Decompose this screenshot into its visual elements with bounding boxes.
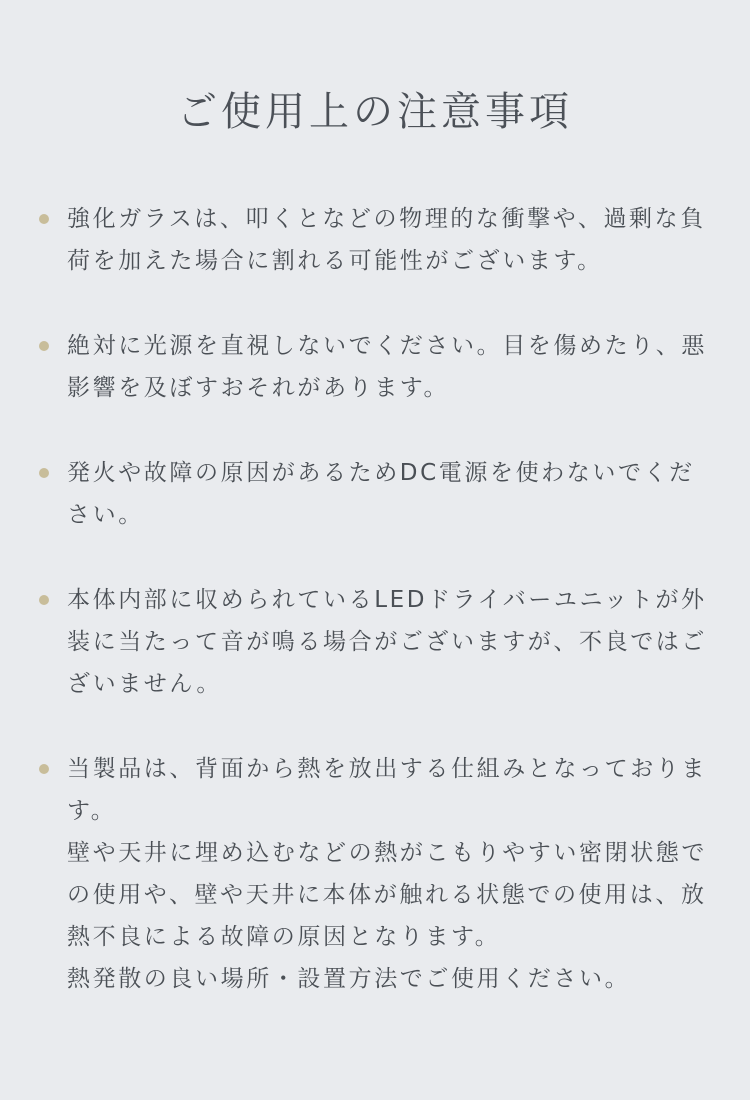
caution-text: 熱発散の良い場所・設置方法でご使用ください。 <box>67 966 631 992</box>
caution-item <box>36 198 716 282</box>
caution-item <box>36 452 716 536</box>
bullet-dot-icon <box>39 214 49 224</box>
page-title: ご使用上の注意事項 <box>177 89 573 135</box>
caution-text: 発火や故障の原因があるためDC電源を使わないでください。 <box>67 460 695 528</box>
caution-text: 当製品は、背面から熱を放出する仕組みとなっております。 <box>67 756 707 824</box>
caution-text: 本体内部に収められているLEDドライバーユニットが外装に当たって音が鳴る場合がございますが、不良ではございません。 <box>67 587 707 697</box>
caution-text: 強化ガラスは、叩くとなどの物理的な衝撃や、過剰な負荷を加えた場合に割れる可能性がございます。 <box>67 206 706 274</box>
caution-text: 絶対に光源を直視しないでください。目を傷めたり、悪影響を及ぼすおそれがあります。 <box>67 333 707 401</box>
bullet-dot-icon <box>39 764 49 774</box>
bullet-dot-icon <box>39 341 49 351</box>
bullet-dot-icon <box>39 468 49 478</box>
caution-item <box>36 579 716 705</box>
caution-list <box>36 198 716 1043</box>
caution-item <box>36 748 716 1000</box>
caution-text: 壁や天井に埋め込むなどの熱がこもりやすい密閉状態での使用や、壁や天井に本体が触れる状態での使用は、放熱不良による故障の原因となります。 <box>67 840 707 950</box>
bullet-dot-icon <box>39 595 49 605</box>
caution-item <box>36 325 716 409</box>
